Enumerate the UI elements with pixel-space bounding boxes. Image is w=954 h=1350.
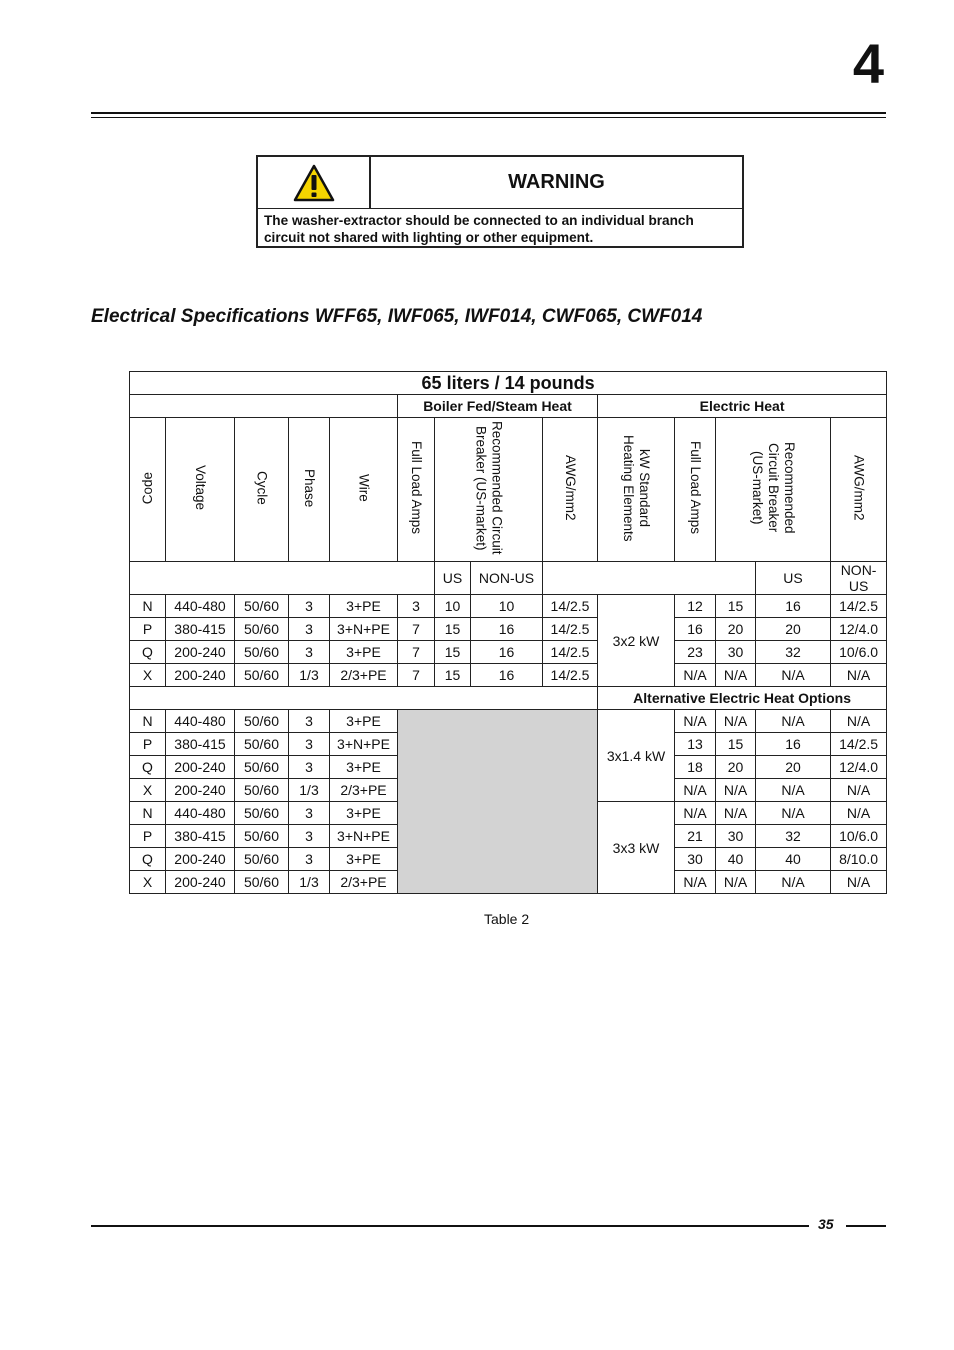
cell-fla: 7 [398,618,435,641]
cell-cycle: 50/60 [235,871,289,894]
cell-cycle: 50/60 [235,733,289,756]
cell-code: N [130,802,166,825]
cell-phase: 3 [289,802,330,825]
cell-e-awg: 8/10.0 [831,848,887,871]
cell-awg: 14/2.5 [543,664,598,687]
cell-code: P [130,825,166,848]
cell-code: P [130,733,166,756]
cell-e-fla: 16 [675,618,716,641]
cell-cycle: 50/60 [235,802,289,825]
cell-e-fla: 23 [675,641,716,664]
cell-e-awg: 10/6.0 [831,641,887,664]
cell-e-fla: N/A [675,710,716,733]
cell-voltage: 380-415 [166,733,235,756]
sub-us: US [435,562,471,595]
cell-e-us: 15 [716,733,756,756]
cell-e-nonus: N/A [756,664,831,687]
table-title: 65 liters / 14 pounds [130,372,887,395]
cell-voltage: 200-240 [166,779,235,802]
cell-nonus: 16 [471,618,543,641]
cell-code: N [130,595,166,618]
cell-cycle: 50/60 [235,595,289,618]
cell-e-nonus: N/A [756,802,831,825]
cell-nonus: 10 [471,595,543,618]
cell-phase: 1/3 [289,664,330,687]
cell-e-nonus: 16 [756,733,831,756]
cell-cycle: 50/60 [235,618,289,641]
table-row [130,618,887,641]
cell-e-nonus: 32 [756,641,831,664]
cell-fla: 3 [398,595,435,618]
group-electric: Electric Heat [598,395,887,418]
cell-voltage: 440-480 [166,710,235,733]
header-full-load-amps: Full Load Amps [398,418,435,562]
cell-e-us: N/A [716,779,756,802]
cell-wire: 3+PE [330,848,398,871]
cell-e-us: N/A [716,710,756,733]
cell-e-awg: N/A [831,710,887,733]
cell-wire: 3+N+PE [330,618,398,641]
cell-e-awg: 12/4.0 [831,618,887,641]
cell-us: 15 [435,641,471,664]
cell-cycle: 50/60 [235,664,289,687]
cell-awg: 14/2.5 [543,595,598,618]
cell-e-nonus: 32 [756,825,831,848]
cell-e-awg: N/A [831,802,887,825]
warning-box [256,155,744,248]
cell-wire: 3+PE [330,595,398,618]
cell-code: X [130,871,166,894]
cell-e-fla: N/A [675,779,716,802]
header-rec-breaker: Recommended Circuit Breaker (US-market) [435,418,543,562]
cell-cycle: 50/60 [235,779,289,802]
cell-e-awg: N/A [831,871,887,894]
electrical-spec-table [129,371,887,894]
cell-voltage: 440-480 [166,595,235,618]
alt-blank [130,687,598,710]
cell-e-us: N/A [716,802,756,825]
warning-title: WARNING [508,171,605,193]
cell-phase: 3 [289,595,330,618]
cell-e-awg: 10/6.0 [831,825,887,848]
cell-e-nonus: 40 [756,848,831,871]
table-row [130,664,887,687]
cell-e-fla: N/A [675,664,716,687]
cell-phase: 3 [289,756,330,779]
cell-e-nonus: N/A [756,710,831,733]
cell-e-us: 30 [716,641,756,664]
cell-cycle: 50/60 [235,848,289,871]
sub-blank [130,562,435,595]
cell-cycle: 50/60 [235,825,289,848]
cell-wire: 3+PE [330,641,398,664]
cell-cycle: 50/60 [235,710,289,733]
cell-code: Q [130,756,166,779]
cell-us: 15 [435,618,471,641]
cell-e-us: 20 [716,618,756,641]
cell-voltage: 440-480 [166,802,235,825]
cell-e-fla: 13 [675,733,716,756]
cell-phase: 3 [289,618,330,641]
cell-nonus: 16 [471,664,543,687]
header-rule [91,112,886,114]
header-awg: AWG/mm2 [543,418,598,562]
cell-e-fla: 30 [675,848,716,871]
table-row [130,595,887,618]
cell-fla: 7 [398,664,435,687]
warning-triangle-icon [293,164,335,202]
cell-e-fla: 21 [675,825,716,848]
cell-cycle: 50/60 [235,756,289,779]
cell-wire: 3+N+PE [330,825,398,848]
section-title: Electrical Specifications WFF65, IWF065, IWF014, CWF065, CWF014 [91,306,703,327]
table-caption: Table 2 [484,911,530,927]
cell-wire: 3+N+PE [330,733,398,756]
cell-voltage: 380-415 [166,618,235,641]
header-voltage: Voltage [166,418,235,562]
cell-e-awg: N/A [831,664,887,687]
sub-blank-electric [543,562,756,595]
footer-rule [91,1225,809,1227]
shaded-block [398,710,598,894]
group-blank [130,395,398,418]
cell-phase: 3 [289,641,330,664]
cell-e-fla: 12 [675,595,716,618]
warning-text: The washer-extractor should be connected to an individual branch circuit not shared with lighting or other equipment. [264,213,694,245]
header-wire: Wire [330,418,398,562]
cell-code: Q [130,641,166,664]
sub-nonus: NON-US [471,562,543,595]
header-cycle: Cycle [235,418,289,562]
cell-nonus: 16 [471,641,543,664]
cell-e-us: N/A [716,664,756,687]
cell-e-us: 40 [716,848,756,871]
cell-e-fla: N/A [675,871,716,894]
table-row [130,710,887,733]
cell-e-nonus: 20 [756,618,831,641]
cell-e-nonus: N/A [756,779,831,802]
header-kw-standard: kW Standard Heating Elements [598,418,675,562]
cell-code: N [130,710,166,733]
header-full-load-amps-electric: Full Load Amps [675,418,716,562]
cell-e-us: 20 [716,756,756,779]
cell-code: X [130,779,166,802]
cell-phase: 3 [289,848,330,871]
cell-e-awg: 14/2.5 [831,733,887,756]
cell-awg: 14/2.5 [543,618,598,641]
cell-wire: 3+PE [330,710,398,733]
cell-e-awg: N/A [831,779,887,802]
cell-kw-alt: 3x3 kW [598,802,675,894]
cell-awg: 14/2.5 [543,641,598,664]
cell-e-fla: 18 [675,756,716,779]
cell-wire: 2/3+PE [330,779,398,802]
cell-e-awg: 12/4.0 [831,756,887,779]
group-boiler: Boiler Fed/Steam Heat [398,395,598,418]
header-awg-electric: AWG/mm2 [831,418,887,562]
cell-wire: 2/3+PE [330,664,398,687]
cell-voltage: 200-240 [166,848,235,871]
cell-wire: 3+PE [330,802,398,825]
cell-cycle: 50/60 [235,641,289,664]
cell-voltage: 380-415 [166,825,235,848]
cell-fla: 7 [398,641,435,664]
cell-phase: 3 [289,733,330,756]
cell-phase: 3 [289,825,330,848]
cell-voltage: 200-240 [166,871,235,894]
header-rule-thin [91,117,886,118]
page-number: 35 [818,1216,834,1232]
cell-e-us: 15 [716,595,756,618]
cell-phase: 1/3 [289,779,330,802]
cell-wire: 3+PE [330,756,398,779]
footer-rule-right [846,1225,886,1227]
cell-kw-standard: 3x2 kW [598,595,675,687]
cell-voltage: 200-240 [166,664,235,687]
cell-e-us: N/A [716,871,756,894]
cell-e-awg: 14/2.5 [831,595,887,618]
header-rec-breaker-electric: Recommended Circuit Breaker (US-market) [716,418,831,562]
cell-e-fla: N/A [675,802,716,825]
header-code: Code [130,418,166,562]
cell-code: Q [130,848,166,871]
cell-kw-alt: 3x1.4 kW [598,710,675,802]
sub-us-electric: US [756,562,831,595]
cell-e-nonus: N/A [756,871,831,894]
cell-code: P [130,618,166,641]
cell-phase: 3 [289,710,330,733]
cell-e-nonus: 20 [756,756,831,779]
warning-icon-cell [258,157,371,208]
alt-title: Alternative Electric Heat Options [598,687,887,710]
cell-code: X [130,664,166,687]
cell-e-us: 30 [716,825,756,848]
cell-us: 15 [435,664,471,687]
table-row [130,641,887,664]
cell-wire: 2/3+PE [330,871,398,894]
cell-voltage: 200-240 [166,756,235,779]
sub-nonus-electric: NON-US [831,562,887,595]
chapter-number: 4 [852,32,884,95]
header-phase: Phase [289,418,330,562]
cell-voltage: 200-240 [166,641,235,664]
cell-us: 10 [435,595,471,618]
cell-phase: 1/3 [289,871,330,894]
cell-e-nonus: 16 [756,595,831,618]
